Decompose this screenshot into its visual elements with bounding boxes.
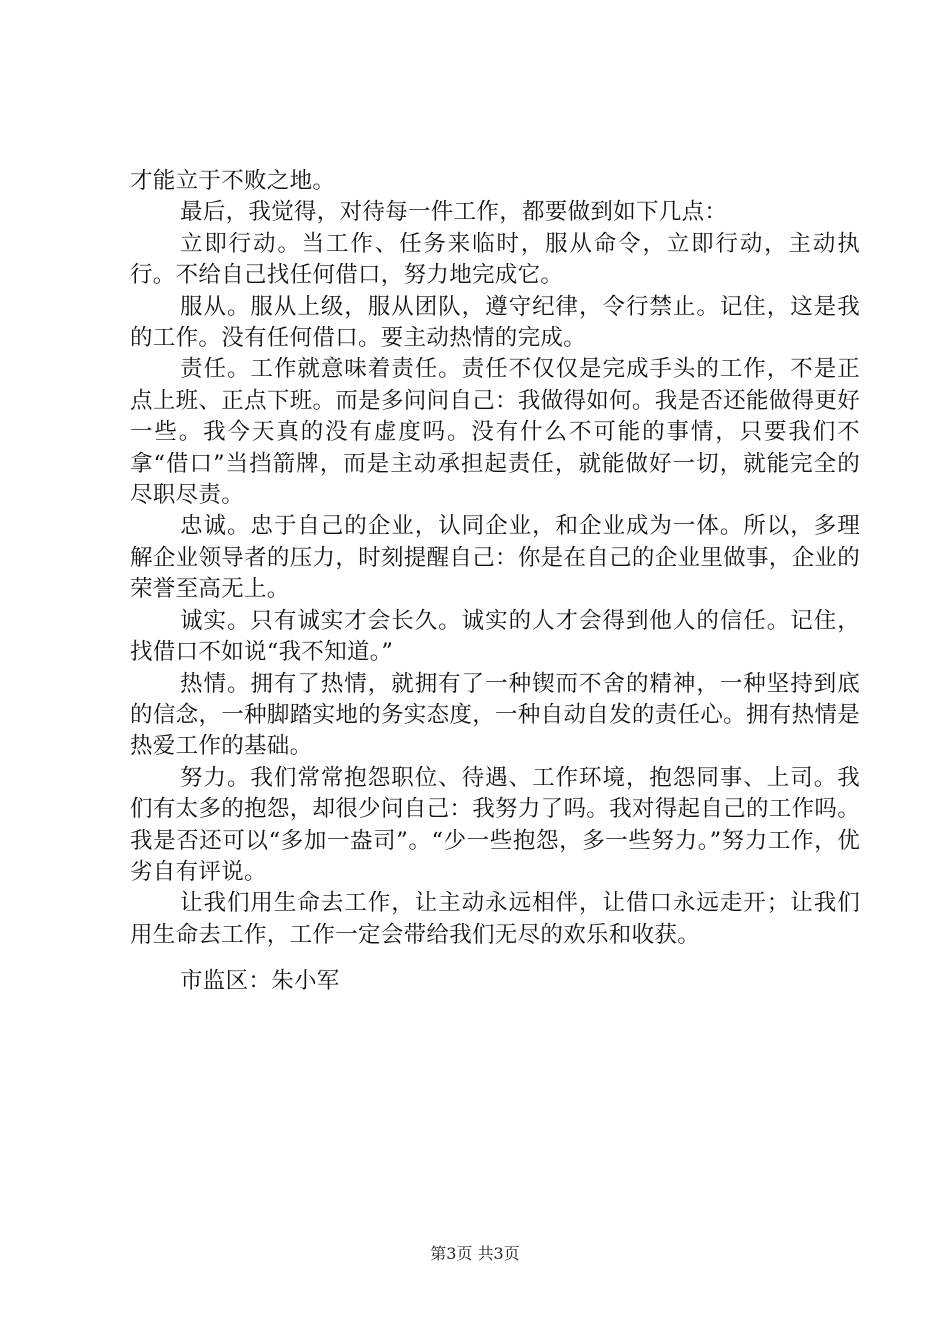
paragraph-effort: 努力。我们常常抱怨职位、待遇、工作环境，抱怨同事、上司。我们有太多的抱怨，却很少问自己：我努力了吗。我对得起自己的工作吗。我是否还可以“多加一盎司”。“少一些抱怨，多一些努力。”努力工作，优劣自有评说。 [130, 764, 860, 885]
paragraph-responsibility: 责任。工作就意味着责任。责任不仅仅是完成手头的工作，不是正点上班、正点下班。而是多问问自己：我做得如何。我是否还能做得更好一些。我今天真的没有虚度吗。没有什么不可能的事情，只要我们不拿“借口”当挡箭牌，而是主动承担起责任，就能做好一切，就能完全的尽职尽责。 [130, 356, 860, 509]
page-footer: 第3页 共3页 [430, 1244, 520, 1263]
paragraph-obedience: 服从。服从上级，服从团队，遵守纪律，令行禁止。记住，这是我的工作。没有任何借口。要主动热情的完成。 [130, 293, 860, 352]
paragraph-act-immediately: 立即行动。当工作、任务来临时，服从命令，立即行动，主动执行。不给自己找任何借口，努力地完成它。 [130, 230, 860, 289]
paragraph-conclusion: 让我们用生命去工作，让主动永远相伴，让借口永远走开；让我们用生命去工作，工作一定会带给我们无尽的欢乐和收获。 [130, 890, 860, 948]
paragraph-loyalty: 忠诚。忠于自己的企业，认同企业，和企业成为一体。所以，多理解企业领导者的压力，时刻提醒自己：你是在自己的企业里做事，企业的荣誉至高无上。 [130, 513, 860, 603]
signature: 市监区：朱小军 [180, 968, 340, 994]
paragraph-continuation: 才能立于不败之地。 [130, 168, 336, 194]
paragraph-honesty: 诚实。只有诚实才会长久。诚实的人才会得到他人的信任。记住，找借口不如说“我不知道。” [130, 607, 860, 666]
paragraph-enthusiasm: 热情。拥有了热情，就拥有了一种锲而不舍的精神，一种坚持到底的信念，一种脚踏实地的务实态度，一种自动自发的责任心。拥有热情是热爱工作的基础。 [130, 670, 860, 760]
document-body [130, 166, 860, 951]
paragraph-intro: 最后，我觉得，对待每一件工作，都要做到如下几点： [180, 199, 728, 226]
